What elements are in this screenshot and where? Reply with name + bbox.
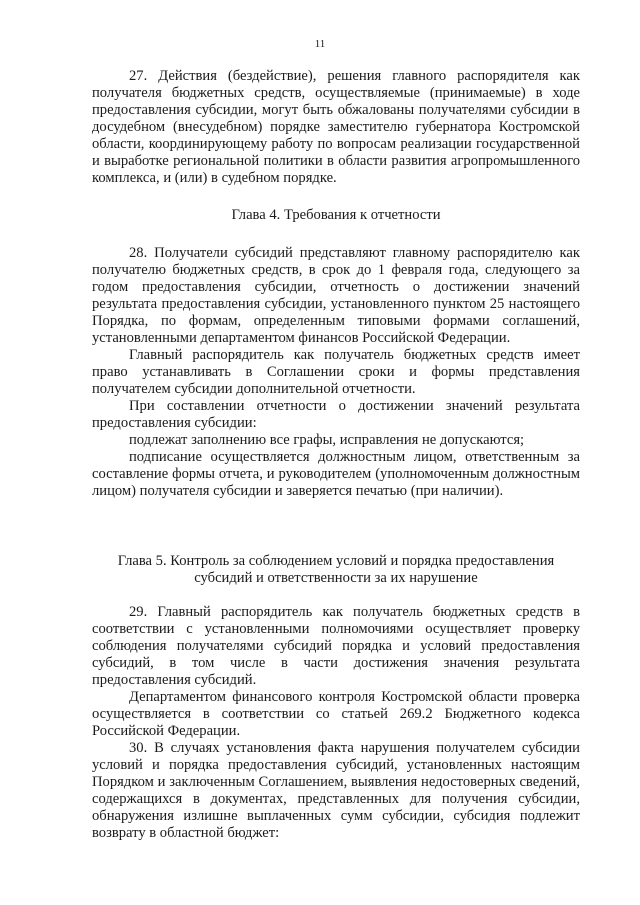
paragraph-28: 28. Получатели субсидий представляют главному распорядителю как получателю бюджетных средств, в срок до 1 февраля года, следующего за годом предоставления субсидии, отчетность о достижении значений результата предоставления субсидии, установленного пунктом 25 настоящего Порядка, по формам, определенным типовыми формами соглашений, установленными департаментом финансов Российской Федерации. (92, 245, 580, 346)
paragraph-27: 27. Действия (бездействие), решения главного распорядителя как получателя бюджетных средств, осуществляемые (принимаемые) в ходе предоставления субсидии, могут быть обжалованы получателями субсидии в досудебном (внесудебном) порядке заместителю губернатора Костромской области, координирующему работу по вопросам реализации государственной и выработке региональной политики в области развития агропромышленного комплекса, и (или) в судебном порядке. (92, 68, 580, 186)
paragraph-28-conditions: При составлении отчетности о достижении значений результата предоставления субсидии: (92, 398, 580, 431)
page-number: 11 (314, 38, 326, 50)
section-reporting (92, 245, 580, 500)
section-appeal (92, 68, 580, 187)
paragraph-28-additional: Главный распорядитель как получатель бюджетных средств имеет право устанавливать в Соглашении сроки и формы представления получателем субсидии дополнительной отчетности. (92, 347, 580, 397)
section-control (92, 604, 580, 842)
chapter-5-heading (92, 553, 580, 587)
chapter-4-heading (92, 207, 580, 224)
paragraph-28-fill: подлежат заполнению все графы, исправления не допускаются; (129, 432, 525, 448)
chapter-5-title-line1: Глава 5. Контроль за соблюдением условий и порядка предоставления (117, 553, 555, 569)
paragraph-28-signing: подписание осуществляется должностным лицом, ответственным за составление формы отчета, и руководителем (уполномоченным должностным лицом) получателя субсидии и заверяется печатью (при наличии). (92, 449, 580, 499)
paragraph-29-finance-control: Департаментом финансового контроля Костромской области проверка осуществляется в соответствии со статьей 269.2 Бюджетного кодекса Российской Федерации. (92, 689, 580, 739)
paragraph-30: 30. В случаях установления факта нарушения получателем субсидии условий и порядка предоставления субсидий, установленных настоящим Порядком и заключенным Соглашением, выявления недостоверных сведений, содержащихся в документах, представленных для получения субсидии, обнаружения излишне выплаченных сумм субсидии, субсидия подлежит возврату в областной бюджет: (92, 740, 580, 841)
paragraph-29: 29. Главный распорядитель как получатель бюджетных средств в соответствии с установленными полномочиями осуществляет проверку соблюдения получателями субсидий порядка и условий предоставления субсидий, в том числе в части достижения значения результата предоставления субсидий. (92, 604, 580, 688)
chapter-4-title: Глава 4. Требования к отчетности (231, 207, 441, 223)
chapter-5-title-line2: субсидий и ответственности за их нарушение (194, 570, 478, 586)
